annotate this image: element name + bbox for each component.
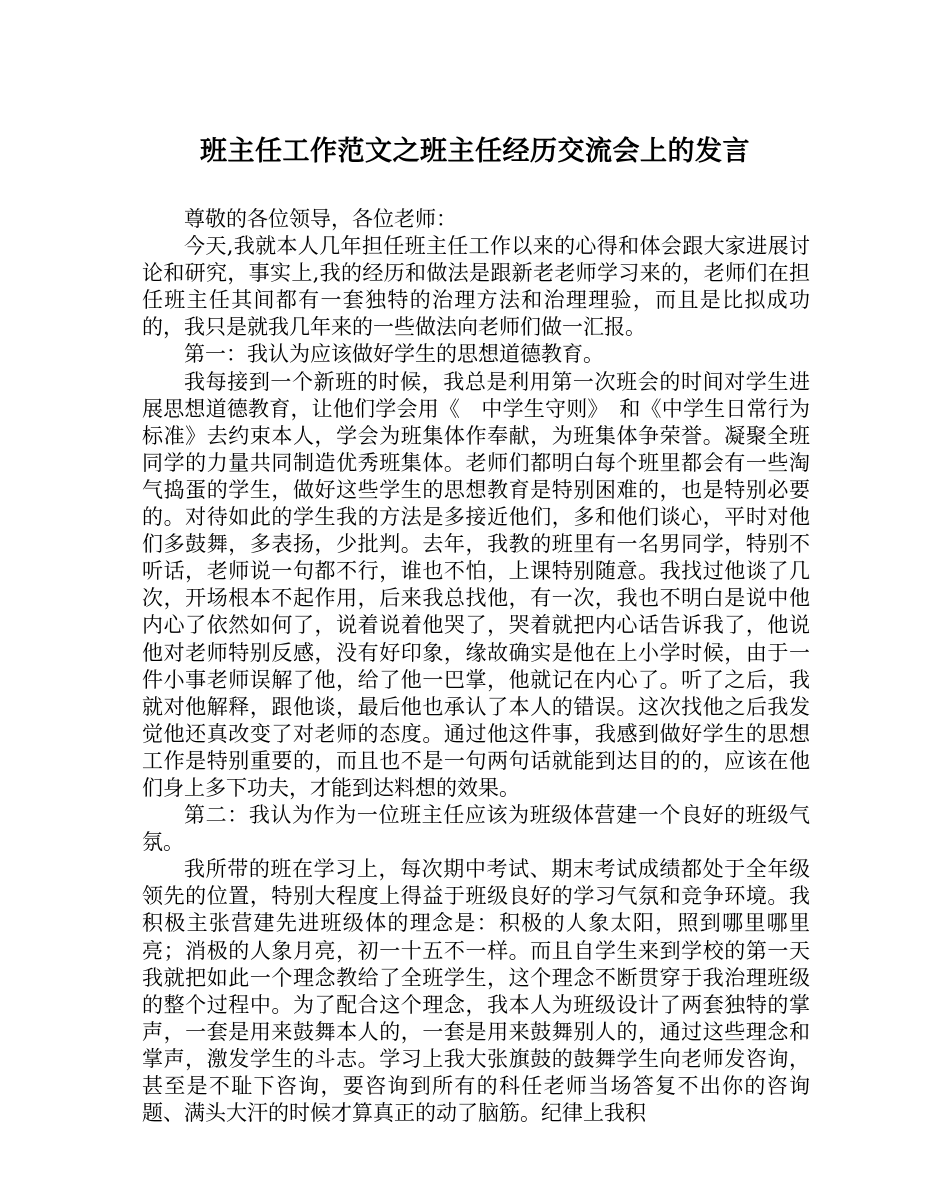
document-title: 班主任工作范文之班主任经历交流会上的发言 — [200, 136, 750, 167]
paragraph-point-two-heading: 第二：我认为作为一位班主任应该为班级体营建一个良好的班级气氛。 — [142, 803, 810, 855]
paragraph-salutation: 尊敬的各位领导，各位老师： — [184, 207, 457, 231]
paragraph-point-one-body: 我每接到一个新班的时候，我总是利用第一次班会的时间对学生进展思想道德教育，让他们学会用《 中学生守则》 和《中学生日常行为标准》去约束本人，学会为班集体作奉献，为班集体争荣誉。凝聚全班同学的力量共同制造优秀班集体。老师们都明白每个班里都会有一些淘气捣蛋的学生，做好这些学生的思想教育是特别困难的，也是特别必要的。对待如此的学生我的方法是多接近他们，多和他们谈心，平时对他们多鼓舞，多表扬，少批判。去年，我教的班里有一名男同学，特别不听话，老师说一句都不行，谁也不怕，上课特别随意。我找过他谈了几次，开场根本不起作用，后来我总找他，有一次，我也不明白是说中他内心了依然如何了，说着说着他哭了，哭着就把内心话告诉我了，他说他对老师特别反感，没有好印象，缘故确实是他在上小学时候，由于一件小事老师误解了他，给了他一巴掌，他就记在内心了。听了之后，我就对他解释，跟他谈，最后他也承认了本人的错误。这次找他之后我发觉他还真改变了对老师的态度。通过他这件事，我感到做好学生的思想工作是特别重要的，而且也不是一句两句话就能到达目的的，应该在他们身上多下功夫，才能到达料想的效果。 — [142, 369, 810, 800]
document-body — [142, 206, 810, 1127]
paragraph-point-two-body: 我所带的班在学习上，每次期中考试、期末考试成绩都处于全年级领先的位置，特别大程度上得益于班级良好的学习气氛和竞争环境。我积极主张营建先进班级体的理念是：积极的人象太阳，照到哪里哪里亮；消极的人象月亮，初一十五不一样。而且自学生来到学校的第一天我就把如此一个理念教给了全班学生，这个理念不断贯穿于我治理班级的整个过程中。为了配合这个理念，我本人为班级设计了两套独特的掌声，一套是用来鼓舞本人的，一套是用来鼓舞别人的，通过这些理念和掌声，激发学生的斗志。学习上我大张旗鼓的鼓舞学生向老师发咨询，甚至是不耻下咨询，要咨询到所有的科任老师当场答复不出你的咨询题、满头大汗的时候才算真正的动了脑筋。纪律上我积 — [142, 857, 810, 1126]
paragraph-introduction: 今天,我就本人几年担任班主任工作以来的心得和体会跟大家进展讨论和研究，事实上,我的经历和做法是跟新老老师学习来的，老师们在担任班主任其间都有一套独特的治理方法和治理理验，而且是比拟成功的，我只是就我几年来的一些做法向老师们做一汇报。 — [142, 234, 810, 340]
paragraph-point-one-heading: 第一：我认为应该做好学生的思想道德教育。 — [184, 342, 604, 367]
